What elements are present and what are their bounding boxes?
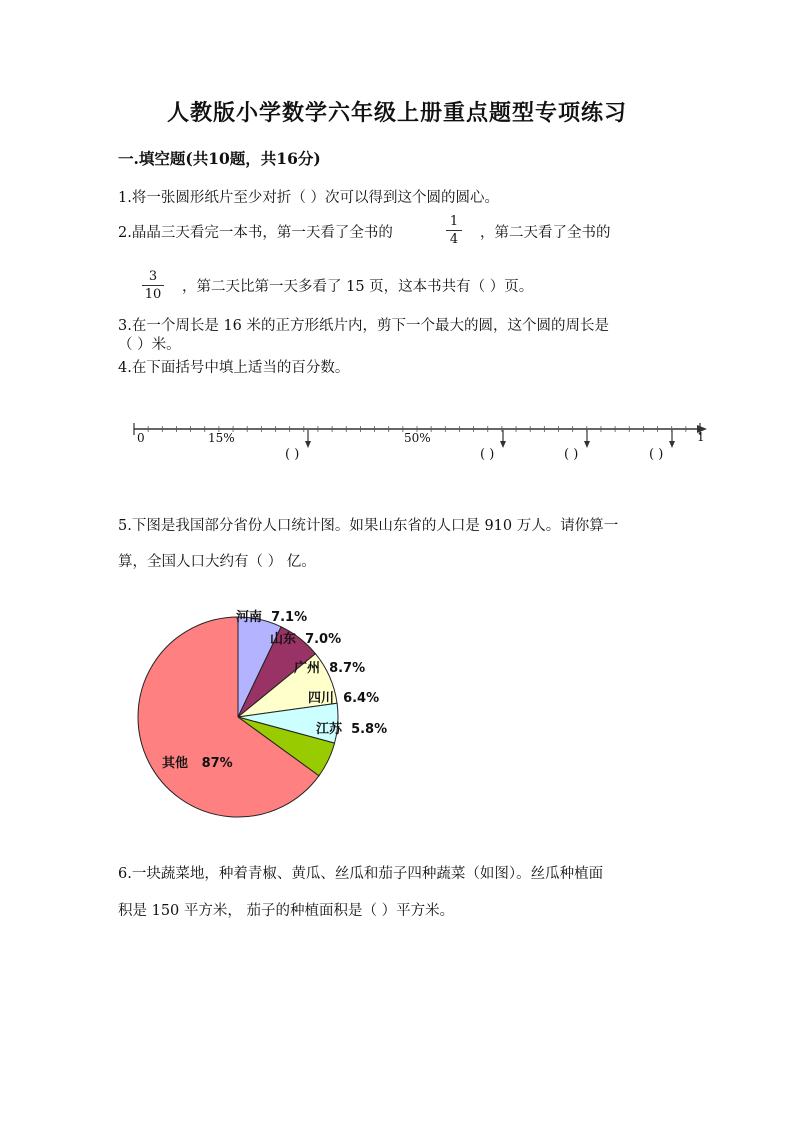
- page-title: 人教版小学数学六年级上册重点题型专项练习: [166, 100, 627, 126]
- section-heading: 一.填空题(共10题，共16分): [118, 149, 321, 168]
- answer-blank[interactable]: ( ): [649, 447, 664, 462]
- fraction-numerator: 3: [148, 269, 158, 284]
- question-5-line-2: 算，全国人口大约有（ ） 亿。: [118, 554, 316, 570]
- question-1: 1.将一张圆形纸片至少对折（ ）次可以得到这个圆的圆心。: [118, 190, 499, 206]
- answer-blank[interactable]: ( ): [480, 447, 495, 462]
- number-line-label-15: 15%: [208, 431, 235, 445]
- question-6-line-1: 6.一块蔬菜地，种着青椒、黄瓜、丝瓜和茄子四种蔬菜（如图）。丝瓜种植面: [118, 866, 604, 882]
- question-6-line-2: 积是 150 平方米， 茄子的种植面积是（ ）平方米。: [118, 903, 455, 919]
- question-3-line-2: （ ）米。: [118, 337, 181, 353]
- number-line-label-0: 0: [137, 431, 145, 445]
- number-line-label-50: 50%: [404, 431, 431, 445]
- fraction-numerator: 1: [449, 214, 459, 229]
- pie-label-guangzhou: 广州 8.7%: [294, 661, 366, 676]
- question-3-line-1: 3.在一个周长是 16 米的正方形纸片内，剪下一个最大的圆，这个圆的周长是: [118, 318, 610, 334]
- pie-label-jiangsu: 江苏 5.8%: [316, 722, 388, 737]
- pie-label-sichuan: 四川 6.4%: [308, 691, 380, 706]
- question-2-line-2: ，第二天比第一天多看了 15 页，这本书共有（ ）页。: [182, 279, 534, 295]
- pie-label-other: 其他 87%: [162, 756, 233, 771]
- answer-blank[interactable]: ( ): [285, 447, 300, 462]
- number-line-label-1: 1: [697, 430, 705, 444]
- pie-label-henan: 河南 7.1%: [236, 610, 308, 625]
- question-2-line-1a: 2.晶晶三天看完一本书，第一天看了全书的: [118, 225, 393, 241]
- pie-label-shandong: 山东 7.0%: [270, 632, 342, 647]
- answer-blank[interactable]: ( ): [564, 447, 579, 462]
- question-4: 4.在下面括号中填上适当的百分数。: [118, 360, 350, 376]
- question-2-line-1b: ，第二天看了全书的: [480, 225, 611, 241]
- fraction-denominator: 4: [449, 232, 459, 247]
- fraction-denominator: 10: [144, 287, 162, 302]
- question-5-line-1: 5.下图是我国部分省份人口统计图。如果山东省的人口是 910 万人。请你算一: [118, 518, 619, 534]
